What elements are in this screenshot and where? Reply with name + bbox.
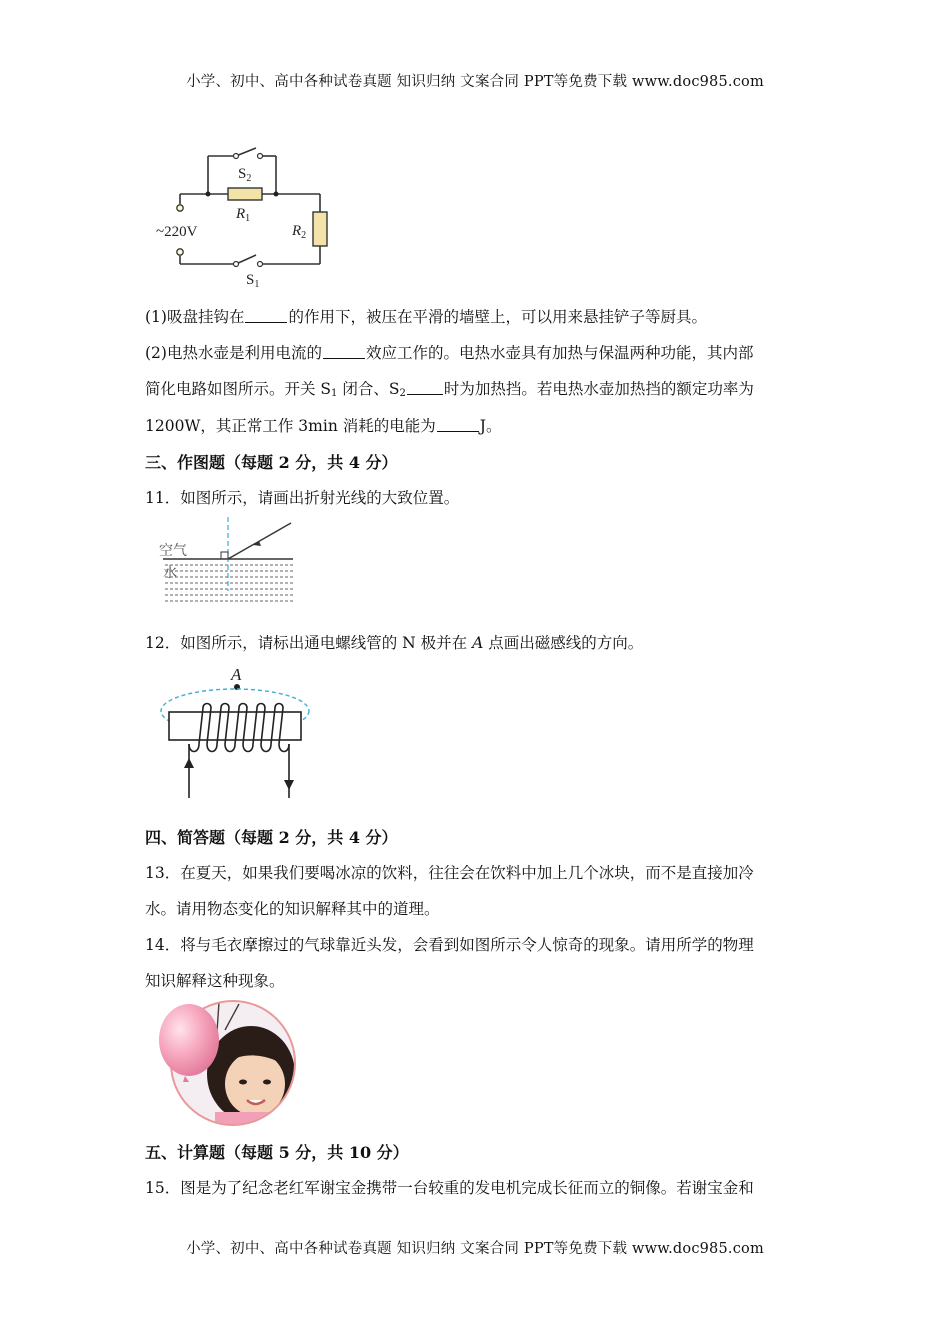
page-footer: 小学、初中、高中各种试卷真题 知识归纳 文案合同 PPT等免费下载 www.doc985.com bbox=[186, 1241, 764, 1257]
terminal bbox=[177, 249, 183, 255]
svg-text:水: 水 bbox=[163, 565, 177, 581]
svg-text:~220V: ~220V bbox=[156, 224, 198, 240]
solenoid-diagram bbox=[155, 662, 315, 802]
answer-blank[interactable] bbox=[407, 380, 443, 395]
balloon-hair-photo bbox=[155, 1000, 300, 1128]
answer-blank[interactable] bbox=[437, 417, 479, 432]
resistor-r2 bbox=[313, 212, 327, 246]
current-arrow-up bbox=[184, 758, 194, 768]
terminal bbox=[177, 205, 183, 211]
section-title: 三、作图题（每题 2 分，共 4 分） bbox=[145, 453, 398, 472]
question-12: 12．如图所示，请标出通电螺线管的 N 极并在 A 点画出磁感线的方向。 bbox=[145, 634, 644, 652]
svg-text:R1: $R_1$ bbox=[236, 206, 251, 224]
q10-part1: (1)吸盘挂钩在 的作用下，被压在平滑的墙壁上，可以用来悬挂铲子等厨具。 bbox=[145, 308, 707, 326]
question-13-line1: 13．在夏天，如果我们要喝冰凉的饮料，往往会在饮料中加上几个冰块，而不是直接加冷 bbox=[145, 864, 754, 882]
page-header: 小学、初中、高中各种试卷真题 知识归纳 文案合同 PPT等免费下载 www.doc985.com bbox=[186, 74, 764, 90]
q10-part4: 1200W，其正常工作 3min 消耗的电能为 J。 bbox=[145, 417, 502, 435]
question-14-line1: 14．将与毛衣摩擦过的气球靠近头发，会看到如图所示令人惊奇的现象。请用所学的物理 bbox=[145, 936, 754, 954]
resistor-r1 bbox=[228, 188, 262, 200]
current-arrow-down bbox=[284, 780, 294, 790]
q10-part2: (2)电热水壶是利用电流的 效应工作的。电热水壶具有加热与保温两种功能，其内部 bbox=[145, 344, 754, 362]
q10-part3: 简化电路如图所示。开关 $S_1$ 闭合、$S_2$ 时为加热挡。若电热水壶加热挡的额定功率为 bbox=[145, 380, 754, 399]
refraction-diagram bbox=[155, 515, 300, 607]
incident-ray bbox=[228, 523, 291, 559]
circuit-diagram bbox=[150, 138, 340, 290]
svg-text:S1: $S_1$ bbox=[246, 272, 260, 290]
question-13-line2: 水。请用物态变化的知识解释其中的道理。 bbox=[145, 900, 440, 918]
switch-s2-contact bbox=[234, 154, 239, 159]
svg-text:S2: $S_2$ bbox=[238, 166, 252, 184]
answer-blank[interactable] bbox=[323, 344, 365, 359]
question-15-line1: 15．图是为了纪念老红军谢宝金携带一台较重的发电机完成长征而立的铜像。若谢宝金和 bbox=[145, 1179, 754, 1197]
svg-text:A: A bbox=[231, 665, 242, 684]
answer-blank[interactable] bbox=[245, 308, 287, 323]
question-11: 11．如图所示，请画出折射光线的大致位置。 bbox=[145, 489, 460, 507]
balloon bbox=[159, 1004, 219, 1076]
switch-s1-contact bbox=[234, 262, 239, 267]
section-title: 五、计算题（每题 5 分，共 10 分） bbox=[145, 1143, 409, 1162]
svg-text:R2: $R_2$ bbox=[292, 223, 307, 241]
question-14-line2: 知识解释这种现象。 bbox=[145, 972, 285, 990]
section-title: 四、简答题（每题 2 分，共 4 分） bbox=[145, 828, 398, 847]
svg-text:空气: 空气 bbox=[159, 543, 187, 559]
